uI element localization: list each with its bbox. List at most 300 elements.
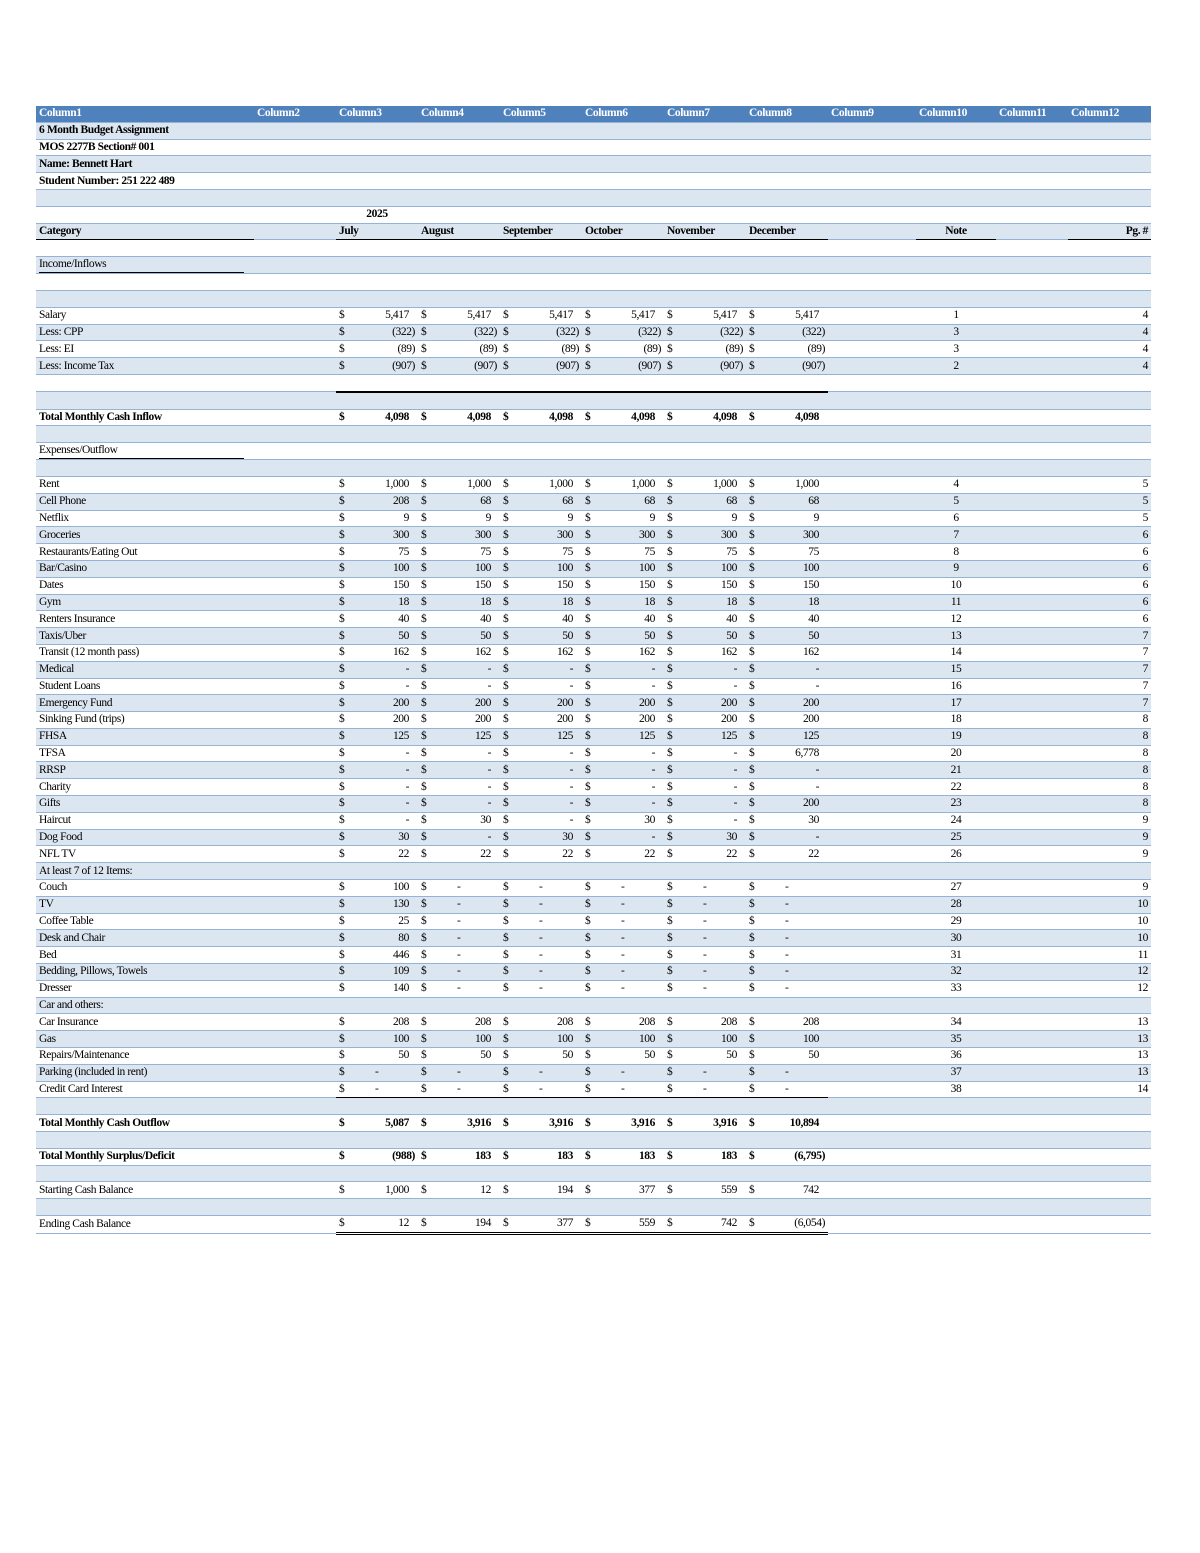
page-number[interactable]: 7 [1068,628,1151,645]
amount-cell[interactable] [746,762,828,779]
amount-cell[interactable] [336,527,418,544]
amount-cell[interactable] [418,409,500,426]
amount-cell[interactable] [500,913,582,930]
amount-cell[interactable] [336,611,418,628]
amount-cell[interactable] [582,745,664,762]
amount-cell[interactable] [582,812,664,829]
amount-cell[interactable] [500,527,582,544]
amount-cell[interactable] [336,779,418,796]
amount-cell[interactable] [664,1148,746,1165]
amount-cell[interactable] [664,812,746,829]
page-number[interactable]: 8 [1068,712,1151,729]
amount-cell[interactable] [418,762,500,779]
amount-cell[interactable] [336,846,418,863]
group-label[interactable]: Car and others: [36,997,336,1014]
amount-cell[interactable] [500,324,582,341]
amount-cell[interactable] [336,341,418,358]
month-header-november[interactable]: November [664,223,746,240]
amount-cell[interactable] [336,1182,418,1199]
amount-cell[interactable] [418,510,500,527]
page-number[interactable]: 4 [1068,358,1151,375]
amount-cell[interactable] [582,1064,664,1081]
page-number[interactable]: 10 [1068,930,1151,947]
note-number[interactable]: 4 [916,476,996,493]
amount-cell[interactable] [582,796,664,813]
amount-cell[interactable] [418,644,500,661]
amount-cell[interactable] [336,594,418,611]
note-number[interactable]: 9 [916,560,996,577]
amount-cell[interactable] [746,577,828,594]
amount-cell[interactable] [336,880,418,897]
note-number[interactable]: 12 [916,611,996,628]
amount-cell[interactable] [664,341,746,358]
amount-cell[interactable] [418,745,500,762]
row-label[interactable]: Less: EI [36,341,254,358]
amount-cell[interactable] [664,947,746,964]
note-number[interactable]: 3 [916,341,996,358]
page-number[interactable]: 13 [1068,1014,1151,1031]
amount-cell[interactable] [336,964,418,981]
amount-cell[interactable] [746,1014,828,1031]
amount-cell[interactable] [746,544,828,561]
amount-cell[interactable] [664,1182,746,1199]
course-section[interactable]: MOS 2277B Section# 001 [36,139,1151,156]
row-label[interactable]: TFSA [36,745,254,762]
month-header-august[interactable]: August [418,223,500,240]
row-label[interactable]: Student Loans [36,678,254,695]
student-number[interactable]: Student Number: 251 222 489 [36,173,1151,190]
amount-cell[interactable] [746,812,828,829]
column-header[interactable]: Column10 [916,106,996,122]
page-number[interactable]: 10 [1068,896,1151,913]
row-label[interactable]: Car Insurance [36,1014,254,1031]
amount-cell[interactable] [500,695,582,712]
amount-cell[interactable] [418,712,500,729]
amount-cell[interactable] [746,728,828,745]
amount-cell[interactable] [746,1048,828,1065]
amount-cell[interactable] [664,846,746,863]
row-label[interactable]: Ending Cash Balance [36,1216,254,1234]
amount-cell[interactable] [500,930,582,947]
amount-cell[interactable] [418,1216,500,1234]
amount-cell[interactable] [500,409,582,426]
amount-cell[interactable] [664,409,746,426]
column-header[interactable]: Column7 [664,106,746,122]
amount-cell[interactable] [746,1148,828,1165]
amount-cell[interactable] [746,745,828,762]
amount-cell[interactable] [336,896,418,913]
row-label[interactable]: Less: CPP [36,324,254,341]
amount-cell[interactable] [746,527,828,544]
amount-cell[interactable] [336,930,418,947]
amount-cell[interactable] [746,644,828,661]
row-label[interactable]: TV [36,896,254,913]
amount-cell[interactable] [746,1081,828,1098]
amount-cell[interactable] [582,358,664,375]
row-label[interactable]: Restaurants/Eating Out [36,544,254,561]
amount-cell[interactable] [746,358,828,375]
row-label[interactable]: Dresser [36,980,254,997]
page-number[interactable]: 13 [1068,1064,1151,1081]
page-number[interactable]: 9 [1068,812,1151,829]
amount-cell[interactable] [582,1081,664,1098]
row-label[interactable]: Desk and Chair [36,930,254,947]
amount-cell[interactable] [500,594,582,611]
page-number[interactable]: 12 [1068,980,1151,997]
amount-cell[interactable] [664,358,746,375]
column-header[interactable]: Column8 [746,106,828,122]
amount-cell[interactable] [336,1014,418,1031]
column-header[interactable]: Column9 [828,106,916,122]
amount-cell[interactable] [336,1048,418,1065]
row-label[interactable]: Couch [36,880,254,897]
amount-cell[interactable] [664,1081,746,1098]
page-number[interactable]: 4 [1068,324,1151,341]
row-label[interactable]: Dates [36,577,254,594]
amount-cell[interactable] [664,661,746,678]
amount-cell[interactable] [336,1148,418,1165]
amount-cell[interactable] [664,779,746,796]
note-number[interactable]: 22 [916,779,996,796]
note-number[interactable]: 3 [916,324,996,341]
column-header[interactable]: Column12 [1068,106,1151,122]
amount-cell[interactable] [582,493,664,510]
month-header-july[interactable]: July [336,223,418,240]
page-number[interactable]: 7 [1068,661,1151,678]
amount-cell[interactable] [746,947,828,964]
amount-cell[interactable] [746,880,828,897]
amount-cell[interactable] [336,812,418,829]
amount-cell[interactable] [418,594,500,611]
amount-cell[interactable] [746,779,828,796]
amount-cell[interactable] [336,728,418,745]
amount-cell[interactable] [582,1148,664,1165]
amount-cell[interactable] [746,1115,828,1132]
row-label[interactable]: Netflix [36,510,254,527]
amount-cell[interactable] [418,324,500,341]
amount-cell[interactable] [746,896,828,913]
page-number[interactable]: 6 [1068,577,1151,594]
amount-cell[interactable] [418,796,500,813]
amount-cell[interactable] [500,1014,582,1031]
amount-cell[interactable] [746,1031,828,1048]
amount-cell[interactable] [418,1031,500,1048]
page-number[interactable]: 6 [1068,560,1151,577]
page-number[interactable]: 4 [1068,341,1151,358]
page-number[interactable]: 7 [1068,644,1151,661]
page-number[interactable]: 6 [1068,611,1151,628]
row-label[interactable]: Groceries [36,527,254,544]
row-label[interactable]: Salary [36,307,254,324]
amount-cell[interactable] [336,829,418,846]
amount-cell[interactable] [500,1148,582,1165]
amount-cell[interactable] [418,1182,500,1199]
page-number[interactable]: 6 [1068,527,1151,544]
amount-cell[interactable] [500,476,582,493]
amount-cell[interactable] [500,678,582,695]
note-number[interactable]: 1 [916,307,996,324]
page-number[interactable]: 8 [1068,762,1151,779]
page-number[interactable]: 4 [1068,307,1151,324]
column-header[interactable]: Column3 [336,106,418,122]
amount-cell[interactable] [746,913,828,930]
amount-cell[interactable] [664,307,746,324]
amount-cell[interactable] [664,1216,746,1234]
amount-cell[interactable] [500,1064,582,1081]
amount-cell[interactable] [582,560,664,577]
amount-cell[interactable] [582,1182,664,1199]
amount-cell[interactable] [336,1031,418,1048]
amount-cell[interactable] [500,644,582,661]
amount-cell[interactable] [582,510,664,527]
amount-cell[interactable] [418,880,500,897]
note-number[interactable]: 38 [916,1081,996,1098]
amount-cell[interactable] [664,1064,746,1081]
amount-cell[interactable] [418,812,500,829]
page-number[interactable]: 6 [1068,544,1151,561]
note-number[interactable]: 21 [916,762,996,779]
amount-cell[interactable] [418,560,500,577]
amount-cell[interactable] [418,544,500,561]
note-number[interactable]: 33 [916,980,996,997]
column-header[interactable]: Column2 [254,106,336,122]
amount-cell[interactable] [664,594,746,611]
amount-cell[interactable] [418,1048,500,1065]
amount-cell[interactable] [336,577,418,594]
note-number[interactable]: 20 [916,745,996,762]
amount-cell[interactable] [664,324,746,341]
amount-cell[interactable] [336,1064,418,1081]
amount-cell[interactable] [418,947,500,964]
amount-cell[interactable] [582,544,664,561]
amount-cell[interactable] [746,476,828,493]
amount-cell[interactable] [500,493,582,510]
amount-cell[interactable] [746,341,828,358]
column-header[interactable]: Column6 [582,106,664,122]
amount-cell[interactable] [500,812,582,829]
amount-cell[interactable] [582,628,664,645]
amount-cell[interactable] [664,896,746,913]
amount-cell[interactable] [500,307,582,324]
amount-cell[interactable] [746,930,828,947]
amount-cell[interactable] [336,980,418,997]
amount-cell[interactable] [582,930,664,947]
amount-cell[interactable] [336,307,418,324]
row-label[interactable]: Bar/Casino [36,560,254,577]
page-number[interactable]: 6 [1068,594,1151,611]
amount-cell[interactable] [664,577,746,594]
amount-cell[interactable] [664,745,746,762]
amount-cell[interactable] [582,880,664,897]
amount-cell[interactable] [418,1014,500,1031]
amount-cell[interactable] [582,1031,664,1048]
amount-cell[interactable] [746,796,828,813]
amount-cell[interactable] [418,930,500,947]
amount-cell[interactable] [336,947,418,964]
month-header-december[interactable]: December [746,223,828,240]
note-number[interactable]: 36 [916,1048,996,1065]
amount-cell[interactable] [582,779,664,796]
amount-cell[interactable] [500,1081,582,1098]
amount-cell[interactable] [336,476,418,493]
note-number[interactable]: 5 [916,493,996,510]
page-number[interactable]: 8 [1068,745,1151,762]
amount-cell[interactable] [582,964,664,981]
row-label[interactable]: Gas [36,1031,254,1048]
year-label[interactable]: 2025 [336,206,418,223]
note-number[interactable]: 19 [916,728,996,745]
amount-cell[interactable] [582,947,664,964]
budget-title[interactable]: 6 Month Budget Assignment [36,122,1151,139]
amount-cell[interactable] [418,476,500,493]
amount-cell[interactable] [582,695,664,712]
amount-cell[interactable] [582,577,664,594]
amount-cell[interactable] [336,510,418,527]
amount-cell[interactable] [418,493,500,510]
amount-cell[interactable] [582,409,664,426]
note-number[interactable]: 13 [916,628,996,645]
row-label[interactable]: Gifts [36,796,254,813]
amount-cell[interactable] [336,762,418,779]
amount-cell[interactable] [418,358,500,375]
amount-cell[interactable] [500,577,582,594]
page-number[interactable]: 5 [1068,476,1151,493]
row-label[interactable]: Cell Phone [36,493,254,510]
page-number[interactable]: 9 [1068,829,1151,846]
amount-cell[interactable] [500,896,582,913]
amount-cell[interactable] [500,762,582,779]
note-number[interactable]: 17 [916,695,996,712]
note-number[interactable]: 31 [916,947,996,964]
page-number[interactable]: 5 [1068,510,1151,527]
amount-cell[interactable] [664,678,746,695]
amount-cell[interactable] [418,527,500,544]
amount-cell[interactable] [746,324,828,341]
page-number[interactable]: 9 [1068,880,1151,897]
amount-cell[interactable] [582,341,664,358]
page-number[interactable]: 11 [1068,947,1151,964]
note-number[interactable]: 10 [916,577,996,594]
amount-cell[interactable] [500,796,582,813]
amount-cell[interactable] [582,1115,664,1132]
amount-cell[interactable] [418,913,500,930]
amount-cell[interactable] [582,728,664,745]
amount-cell[interactable] [746,1216,828,1234]
amount-cell[interactable] [582,678,664,695]
amount-cell[interactable] [582,527,664,544]
group-label[interactable]: At least 7 of 12 Items: [36,863,336,880]
amount-cell[interactable] [336,913,418,930]
amount-cell[interactable] [664,695,746,712]
amount-cell[interactable] [746,712,828,729]
note-number[interactable]: 7 [916,527,996,544]
amount-cell[interactable] [582,712,664,729]
amount-cell[interactable] [336,628,418,645]
column-header[interactable]: Column1 [36,106,254,122]
row-label[interactable]: Bed [36,947,254,964]
amount-cell[interactable] [418,779,500,796]
note-number[interactable]: 8 [916,544,996,561]
amount-cell[interactable] [746,695,828,712]
amount-cell[interactable] [664,1014,746,1031]
amount-cell[interactable] [664,728,746,745]
page-header[interactable]: Pg. # [1068,223,1151,240]
amount-cell[interactable] [500,745,582,762]
page-number[interactable]: 13 [1068,1031,1151,1048]
amount-cell[interactable] [582,829,664,846]
amount-cell[interactable] [336,358,418,375]
amount-cell[interactable] [336,1081,418,1098]
amount-cell[interactable] [336,544,418,561]
amount-cell[interactable] [664,913,746,930]
page-number[interactable]: 9 [1068,846,1151,863]
amount-cell[interactable] [336,324,418,341]
note-number[interactable]: 11 [916,594,996,611]
amount-cell[interactable] [746,980,828,997]
row-label[interactable]: Haircut [36,812,254,829]
amount-cell[interactable] [746,611,828,628]
amount-cell[interactable] [500,1048,582,1065]
note-header[interactable]: Note [916,223,996,240]
amount-cell[interactable] [418,728,500,745]
amount-cell[interactable] [582,1048,664,1065]
amount-cell[interactable] [746,1064,828,1081]
amount-cell[interactable] [336,1115,418,1132]
page-number[interactable]: 7 [1068,678,1151,695]
amount-cell[interactable] [746,307,828,324]
amount-cell[interactable] [500,560,582,577]
page-number[interactable]: 8 [1068,728,1151,745]
amount-cell[interactable] [336,409,418,426]
amount-cell[interactable] [664,762,746,779]
amount-cell[interactable] [418,1115,500,1132]
amount-cell[interactable] [664,796,746,813]
row-label[interactable]: Credit Card Interest [36,1081,254,1098]
amount-cell[interactable] [500,829,582,846]
column-header[interactable]: Column11 [996,106,1068,122]
amount-cell[interactable] [746,409,828,426]
page-number[interactable]: 5 [1068,493,1151,510]
row-label[interactable]: Coffee Table [36,913,254,930]
amount-cell[interactable] [418,964,500,981]
amount-cell[interactable] [418,1148,500,1165]
amount-cell[interactable] [500,712,582,729]
amount-cell[interactable] [336,695,418,712]
section-label[interactable] [36,443,254,460]
amount-cell[interactable] [500,846,582,863]
category-header[interactable]: Category [36,223,254,240]
note-number[interactable]: 37 [916,1064,996,1081]
amount-cell[interactable] [582,1216,664,1234]
amount-cell[interactable] [582,896,664,913]
amount-cell[interactable] [336,796,418,813]
page-number[interactable]: 7 [1068,695,1151,712]
amount-cell[interactable] [500,544,582,561]
amount-cell[interactable] [418,341,500,358]
amount-cell[interactable] [418,980,500,997]
amount-cell[interactable] [582,324,664,341]
amount-cell[interactable] [582,476,664,493]
amount-cell[interactable] [664,1048,746,1065]
row-label[interactable]: Repairs/Maintenance [36,1048,254,1065]
row-label[interactable]: Total Monthly Cash Outflow [36,1115,254,1132]
column-header[interactable]: Column5 [500,106,582,122]
amount-cell[interactable] [664,829,746,846]
note-number[interactable]: 28 [916,896,996,913]
amount-cell[interactable] [336,1216,418,1234]
amount-cell[interactable] [746,560,828,577]
note-number[interactable]: 29 [916,913,996,930]
